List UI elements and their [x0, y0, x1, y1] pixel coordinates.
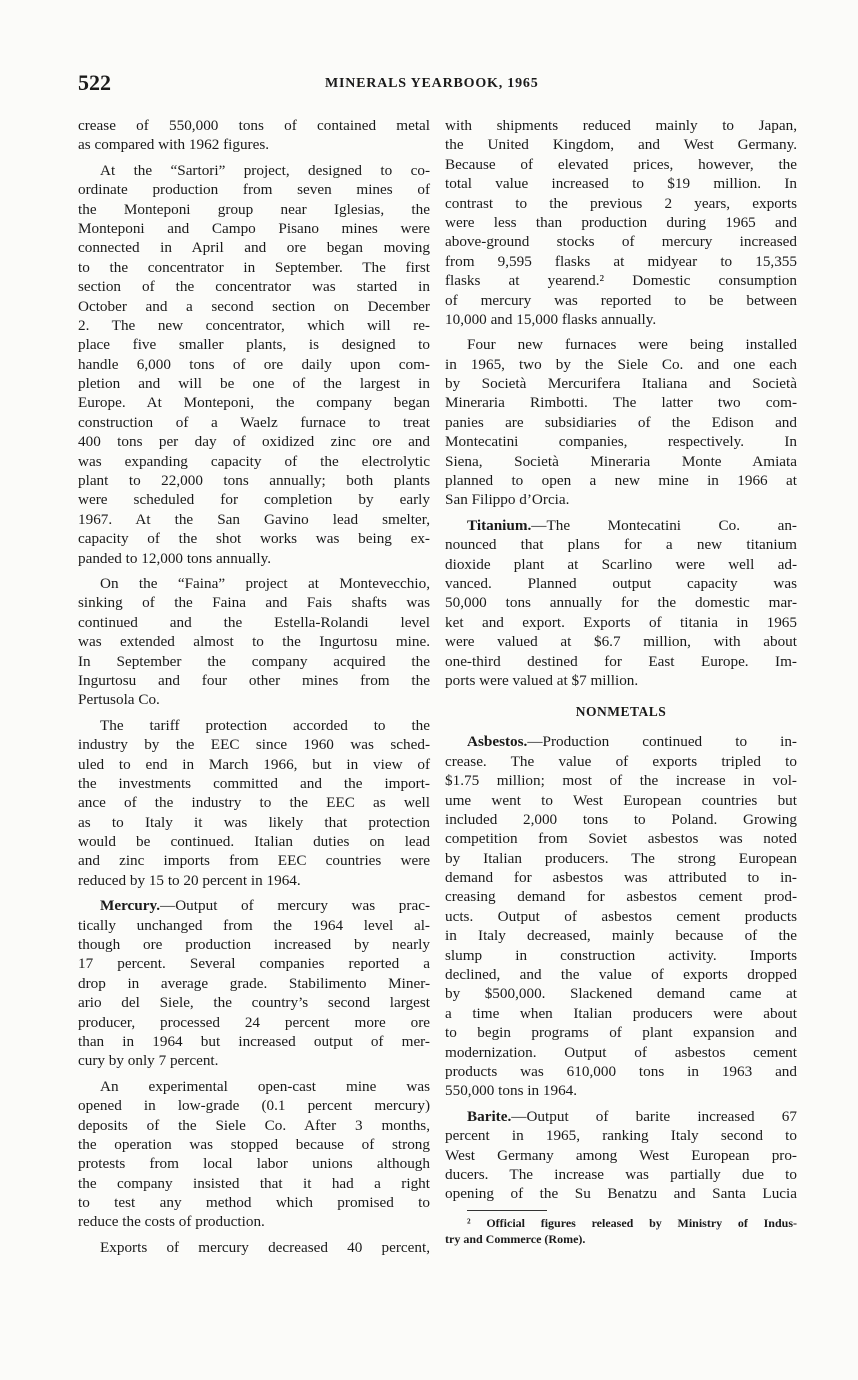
paragraph-first-line-text: —Production continued to in-	[527, 733, 797, 751]
text-line: demand for asbestos was attributed to in-	[445, 869, 797, 887]
text-line: 2. The new concentrator, which will re-	[78, 316, 430, 334]
text-line: planned to open a new mine in 1966 at	[445, 472, 797, 490]
text-line: producer, processed 24 percent more ore	[78, 1013, 430, 1031]
paragraph-asbestos-body	[445, 752, 797, 1101]
text-line: cury by only 7 percent.	[78, 1052, 219, 1070]
text-line: dioxide plant at Scarlino were well ad-	[445, 555, 797, 573]
text-line: plant to 22,000 tons annually; both plants	[78, 472, 430, 490]
text-line: On the “Faina” project at Montevecchio,	[100, 574, 430, 592]
paragraph-zinc-continuation	[78, 116, 430, 155]
text-line: ports were valued at $7 million.	[445, 671, 639, 689]
text-line: of mercury was reported to be between	[445, 291, 797, 309]
text-line: Siena, Società Mineraria Monte Amiata	[445, 452, 797, 470]
text-line: The tariff protection accorded to the	[100, 716, 430, 734]
text-line: was expanding capacity of the electrolytic	[78, 452, 430, 470]
text-line: 400 tons per day of oxidized zinc ore and	[78, 433, 430, 451]
text-line: 1967. At the San Gavino lead smelter,	[78, 510, 430, 528]
running-head: MINERALS YEARBOOK, 1965	[325, 76, 539, 91]
text-line: ducers. The increase was partially due to	[445, 1165, 797, 1183]
left-column	[78, 116, 430, 1263]
paragraph-new-furnaces	[445, 335, 797, 510]
titanium-heading: Titanium.	[467, 516, 532, 534]
text-line: with shipments reduced mainly to Japan,	[445, 117, 797, 134]
text-line: and zinc imports from EEC countries were	[78, 852, 430, 870]
paragraph-first-line-text: —Output of mercury was prac-	[160, 897, 430, 915]
paragraph-barite	[445, 1107, 797, 1204]
text-line: At the “Sartori” project, designed to co-	[100, 161, 430, 179]
paragraph-faina-project	[78, 574, 430, 710]
text-line: were valued at $6.7 million, with about	[445, 633, 797, 651]
text-line: 50,000 tons annually for the domestic mar-	[445, 594, 797, 612]
paragraph-sartori-project	[78, 161, 430, 568]
page-number: 522	[78, 70, 111, 95]
text-line: 550,000 tons in 1964.	[445, 1082, 578, 1100]
text-line: try and Commerce (Rome).	[445, 1231, 586, 1246]
text-line: protests from local labor unions although	[78, 1155, 430, 1173]
text-line: by $500,000. Slackened demand came at	[445, 985, 797, 1003]
text-line: 17 percent. Several companies reported a	[78, 955, 430, 973]
text-line: continued and the Estella-Rolandi level	[78, 613, 430, 631]
paragraph-titanium-body	[445, 535, 797, 690]
text-line: from 9,595 flasks at midyear to 15,355	[445, 252, 797, 270]
text-line: industry by the EEC since 1960 was sched-	[78, 736, 430, 754]
page-header	[0, 0, 858, 110]
text-line: Montecatini companies, respectively. In	[445, 433, 797, 451]
text-line: was extended almost to the Ingurtosu mine.	[78, 633, 430, 651]
text-line: sinking of the Faina and Fais shafts was	[78, 594, 430, 612]
paragraph-first-line	[445, 732, 797, 751]
text-line: competition from Soviet asbestos was noted	[445, 830, 797, 848]
text-line: products was 610,000 tons in 1963 and	[445, 1062, 797, 1080]
paragraph-mercury	[78, 896, 430, 1071]
paragraph-first-line-text: —The Montecatini Co. an-	[531, 516, 797, 534]
text-line: Because of elevated prices, however, the	[445, 155, 797, 173]
text-line: West Germany among West European pro-	[445, 1146, 797, 1164]
text-line: opened in low-grade (0.1 percent mercury)	[78, 1097, 430, 1115]
text-line: Monteponi and Campo Pisano mines were	[78, 219, 430, 237]
barite-heading: Barite.	[467, 1107, 512, 1125]
text-line: tically unchanged from the 1964 level al-	[78, 916, 430, 934]
text-line: ordinate production from seven mines of	[78, 181, 430, 199]
text-line: the company insisted that it had a right	[78, 1174, 430, 1192]
text-line: percent in 1965, ranking Italy second to	[445, 1127, 797, 1145]
text-line: creasing demand for asbestos cement prod-	[445, 888, 797, 906]
text-line: were scheduled for completion by early	[78, 491, 430, 509]
paragraph-barite-body	[445, 1126, 797, 1204]
text-line: as compared with 1962 figures.	[78, 136, 270, 154]
text-line: drop in average grade. Stabilimento Miner-	[78, 974, 430, 992]
paragraph-first-line	[78, 896, 430, 915]
text-line: would be continued. Italian duties on lead	[78, 833, 430, 851]
text-line: capacity of the shot works was being ex-	[78, 530, 430, 548]
text-line: connected in April and ore began moving	[78, 239, 430, 257]
text-line: construction of a Waelz furnace to treat	[78, 413, 430, 431]
text-line: total value increased to $19 million. In	[445, 175, 797, 193]
text-line: in 1965, two by the Siele Co. and one each	[445, 355, 797, 373]
text-line: the United Kingdom, and West Germany.	[445, 136, 797, 154]
text-line: the operation was stopped because of strong	[78, 1135, 430, 1153]
text-line: the investments committed and the import-	[78, 774, 430, 792]
text-line: ucts. Output of asbestos cement products	[445, 907, 797, 925]
paragraph-first-line	[445, 1107, 797, 1126]
paragraph-first-line	[445, 516, 797, 535]
text-line: 10,000 and 15,000 flasks annually.	[445, 310, 657, 328]
text-line: ket and export. Exports of titania in 1965	[445, 613, 797, 631]
footnote-rule	[467, 1210, 547, 1211]
text-line: section of the concentrator was started in	[78, 278, 430, 296]
paragraph-asbestos	[445, 732, 797, 1100]
paragraph-titanium	[445, 516, 797, 691]
text-line: flasks at yearend.² Domestic consumption	[445, 272, 797, 290]
text-line: Mineraria Rimbotti. The latter two com-	[445, 394, 797, 412]
paragraph-mercury-exports	[78, 1238, 430, 1257]
text-line: Exports of mercury decreased 40 percent,	[100, 1238, 430, 1256]
text-line: Pertusola Co.	[78, 691, 160, 709]
text-line: In September the company acquired the	[78, 652, 430, 670]
text-line: contrast to the previous 2 years, exports	[445, 194, 797, 212]
text-line: opening of the Su Benatzu and Santa Lucia	[445, 1185, 797, 1203]
text-line: reduced by 15 to 20 percent in 1964.	[78, 871, 301, 889]
text-line: ance of the industry to the EEC as well	[78, 794, 430, 812]
text-line: by Italian producers. The strong European	[445, 849, 797, 867]
text-line: An experimental open-cast mine was	[100, 1077, 430, 1095]
paragraph-first-line-text: —Output of barite increased 67	[511, 1107, 797, 1125]
text-line: to test any method which promised to	[78, 1194, 430, 1212]
text-line: above-ground stocks of mercury increased	[445, 233, 797, 251]
text-line: slump in construction activity. Imports	[445, 946, 797, 964]
text-line: $1.75 million; most of the increase in vol-	[445, 772, 797, 790]
section-heading-nonmetals: NONMETALS	[575, 704, 667, 720]
text-line: modernization. Output of asbestos cement	[445, 1043, 797, 1061]
text-line: as to Italy it was likely that protection	[78, 813, 430, 831]
text-line: one-third destined for East Europe. Im-	[445, 652, 797, 670]
text-line: ² Official figures released by Ministry of Indus-	[467, 1215, 797, 1230]
text-line: by Società Mercurifera Italiana and Società	[445, 375, 797, 393]
text-line: reduce the costs of production.	[78, 1213, 265, 1231]
text-line: the Monteponi group near Iglesias, the	[78, 200, 430, 218]
paragraph-tariff-protection	[78, 716, 430, 891]
text-line: though ore production increased by nearly	[78, 936, 430, 954]
text-line: uled to end in March 1966, but in view of	[78, 755, 430, 773]
text-line: panies are subsidiaries of the Edison and	[445, 413, 797, 431]
asbestos-heading: Asbestos.	[467, 733, 528, 751]
text-line: ario del Siele, the country’s second largest	[78, 994, 430, 1012]
text-line: ume went to West European countries but	[445, 791, 797, 809]
text-line: place five smaller plants, is designed to	[78, 336, 430, 354]
text-line: to the concentrator in September. The first	[78, 258, 430, 276]
paragraph-mercury-body	[78, 916, 430, 1071]
text-line: panded to 12,000 tons annually.	[78, 549, 272, 567]
text-line: than in 1964 but increased output of mer-	[78, 1032, 430, 1050]
text-line: to begin programs of plant expansion and	[445, 1024, 797, 1042]
text-line: a time when Italian producers were about	[445, 1004, 797, 1022]
paragraph-open-cast-mine	[78, 1077, 430, 1232]
text-line: Ingurtosu and four other mines from the	[78, 671, 430, 689]
text-line: crease of 550,000 tons of contained metal	[78, 117, 430, 134]
text-line: declined, and the value of exports dropped	[445, 966, 797, 984]
text-line: were less than production during 1965 and	[445, 213, 797, 231]
text-line: nounced that plans for a new titanium	[445, 536, 797, 554]
text-line: Europe. At Monteponi, the company began	[78, 394, 430, 412]
paragraph-mercury-exports-continued	[445, 116, 797, 329]
text-line: in Italy decreased, mainly because of the	[445, 927, 797, 945]
text-line: vanced. Planned output capacity was	[445, 574, 797, 592]
text-line: deposits of the Siele Co. After 3 months,	[78, 1116, 430, 1134]
text-line: Four new furnaces were being installed	[467, 336, 797, 354]
right-column	[445, 116, 797, 1247]
text-line: handle 6,000 tons of ore daily upon com-	[78, 355, 430, 373]
text-line: included 2,000 tons to Poland. Growing	[445, 810, 797, 828]
text-line: pletion and will be one of the largest in	[78, 375, 430, 393]
text-line: San Filippo d’Orcia.	[445, 491, 570, 509]
footnote	[445, 1215, 797, 1247]
text-line: October and a second section on December	[78, 297, 430, 315]
text-line: crease. The value of exports tripled to	[445, 752, 797, 770]
mercury-heading: Mercury.	[100, 897, 161, 915]
